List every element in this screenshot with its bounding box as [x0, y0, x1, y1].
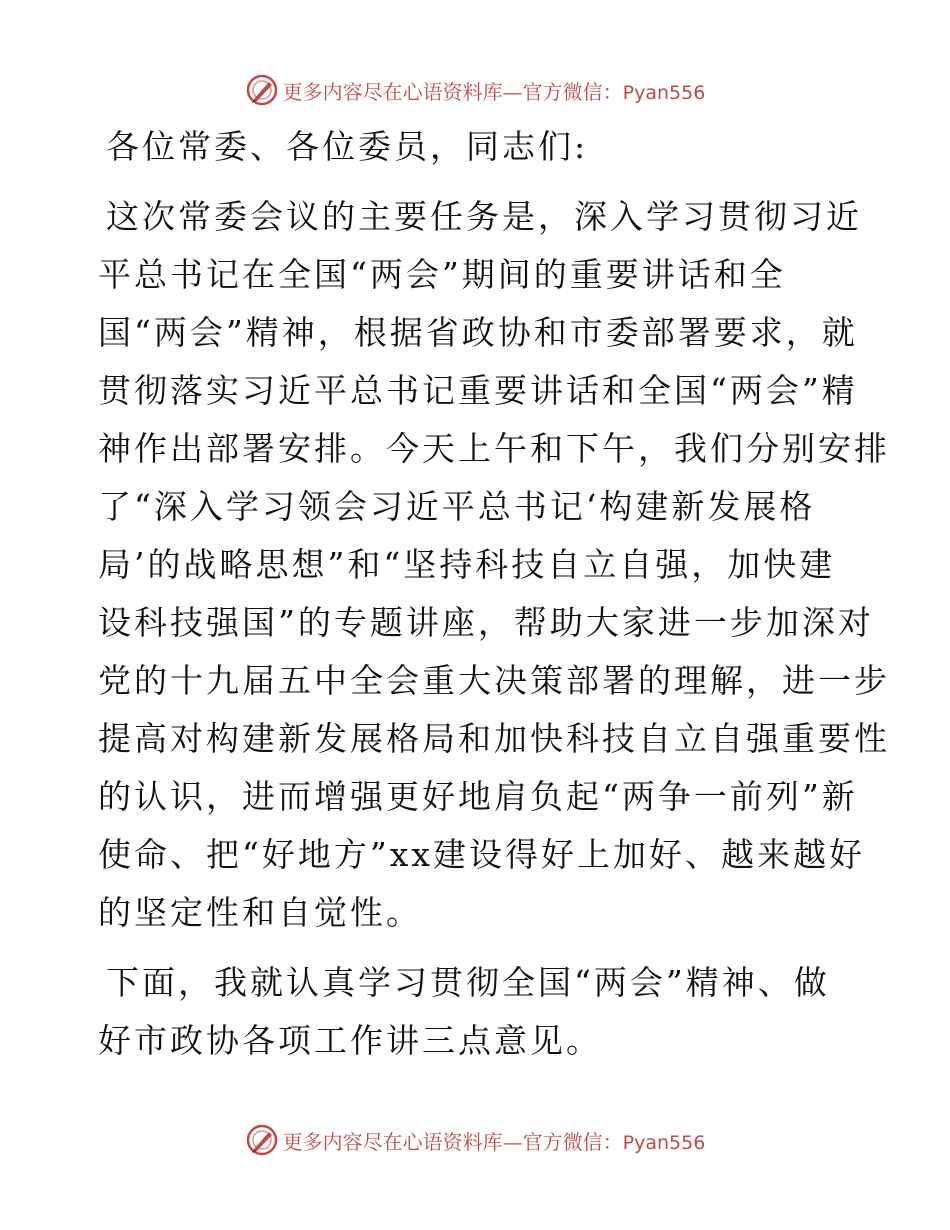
paragraph-1	[98, 188, 890, 942]
text-line: 贯彻落实习近平总书记重要讲话和全国“两会”精	[98, 371, 858, 410]
salutation: 各位常委、各位委员，同志们:	[106, 127, 589, 166]
text-line: 使命、把“好地方”xx建设得好上加好、越来越好	[98, 835, 865, 874]
text-line: 党的十九届五中全会重大决策部署的理解，进一步	[98, 661, 890, 700]
text-line: 国“两会”精神，根据省政协和市委部署要求，就	[98, 313, 858, 352]
text-line: 提高对构建新发展格局和加快科技自立自强重要性	[98, 719, 890, 758]
text-line: 这次常委会议的主要任务是，深入学习贯彻习近	[106, 197, 862, 236]
watermark-text: 更多内容尽在心语资料库—官方微信：	[282, 1129, 623, 1154]
text-line: 局’的战略思想”和“坚持科技自立自强，加快建	[98, 545, 836, 584]
text-line: 神作出部署安排。今天上午和下午，我们分别安排	[98, 429, 890, 468]
text-line: 平总书记在全国“两会”期间的重要讲话和全	[98, 255, 786, 294]
paragraph-2	[98, 954, 878, 1070]
text-line: 好市政协各项工作讲三点意见。	[98, 1021, 602, 1060]
text-line: 设科技强国”的专题讲座，帮助大家进一步加深对	[98, 603, 874, 642]
text-line: 的认识，进而增强更好地肩负起“两争一前列”新	[98, 777, 858, 816]
header-watermark	[0, 70, 950, 110]
watermark-id: Pyan556	[622, 81, 706, 104]
watermark-id: Pyan556	[622, 1131, 706, 1154]
text-line: 的坚定性和自觉性。	[98, 893, 422, 932]
footer-watermark	[0, 1120, 950, 1160]
document-body	[98, 118, 890, 1070]
watermark-text: 更多内容尽在心语资料库—官方微信：	[282, 79, 623, 104]
text-line: 下面，我就认真学习贯彻全国“两会”精神、做	[106, 963, 830, 1002]
pen-logo-icon	[245, 1123, 279, 1157]
pen-logo-icon	[245, 73, 279, 107]
text-line: 了“深入学习领会习近平总书记‘构建新发展格	[98, 487, 816, 526]
